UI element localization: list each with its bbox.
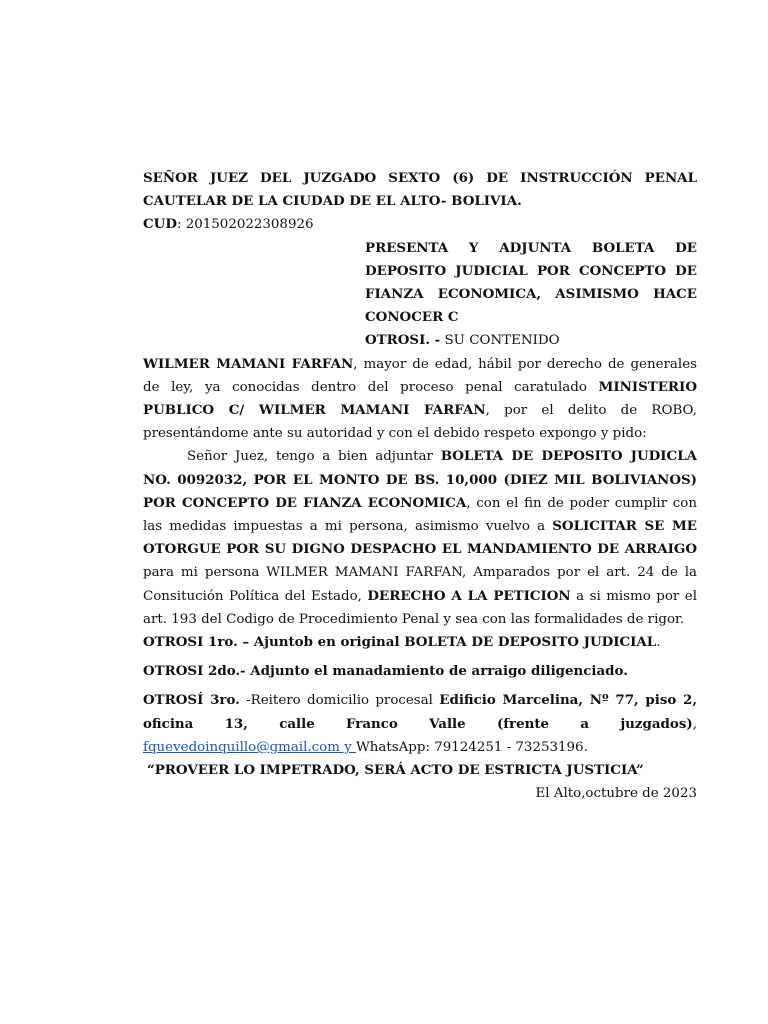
cud-label: CUD xyxy=(143,216,177,233)
case-title: MINISTERIO PUBLICO C/ WILMER MAMANI FARFAN xyxy=(143,378,697,419)
summary-block xyxy=(365,237,697,353)
petitioner-name: WILMER MAMANI FARFAN xyxy=(143,355,354,372)
document-content xyxy=(143,167,697,805)
body-text-2: , con el fin de poder cumplir con las medidas impuestas a mi persona, asimismo vuelvo a xyxy=(143,495,697,535)
otrosi-3-label: OTROSÍ 3ro. xyxy=(143,692,240,709)
cud-value: : 201502022308926 xyxy=(176,217,314,233)
summary-line-2: DEPOSITO JUDICIAL POR CONCEPTO DE xyxy=(365,262,697,279)
email-link[interactable]: fquevedoinquillo@gmail.com y xyxy=(143,739,357,755)
intro-text-2: , por el delito de ROBO, presentándome ante su autoridad y con el debido respeto expongo y pido: xyxy=(143,403,697,442)
otrosi-3-comma: , xyxy=(692,716,697,732)
date-line: El Alto,octubre de 2023 xyxy=(535,786,697,802)
otrosi-1 xyxy=(143,631,697,654)
closing-statement: “PROVEER LO IMPETRADO, SERÁ ACTO DE ESTRICTA JUSTICIA” xyxy=(147,762,644,779)
body-text-3: para mi persona WILMER MAMANI FARFAN, Amparados por el art. 24 de la Consitución Política del Estado, xyxy=(143,565,697,604)
body-bold-2: SOLICITAR SE ME OTORGUE POR SU DIGNO DESPACHO EL MANDAMIENTO DE ARRAIGO xyxy=(143,518,697,558)
summary-otrosi-label: OTROSI. - xyxy=(365,332,441,349)
otrosi-3-address: Edificio Marcelina, Nº 77, piso 2, oficina 13, calle Franco Valle (frente a juzgados) xyxy=(143,692,698,732)
heading-line-1: SEÑOR JUEZ DEL JUZGADO SEXTO (6) DE INSTRUCCIÓN PENAL xyxy=(143,170,697,186)
body-bold-1: BOLETA DE DEPOSITO JUDICLA NO. 0092032, POR EL MONTO DE BS. 10,000 (DIEZ MIL BOLIVIANOS) POR CONCEPTO DE FIANZA ECONOMICA xyxy=(143,448,698,511)
summary-otrosi xyxy=(365,329,697,352)
intro-text-1: , mayor de edad, hábil por derecho de generales de ley, ya conocidas dentro del proceso penal caratulado xyxy=(143,356,697,395)
otrosi-2: OTROSI 2do.- Adjunto el manadamiento de arraigo diligenciado. xyxy=(143,663,628,680)
intro-paragraph xyxy=(143,353,697,446)
summary-line-1: PRESENTA Y ADJUNTA BOLETA DE xyxy=(365,239,697,256)
cud-line xyxy=(143,213,697,236)
otrosi-1-text: OTROSI 1ro. – Ajuntob en original BOLETA DE DEPOSITO JUDICIAL xyxy=(143,634,657,651)
otrosi-3-text: -Reitero domicilio procesal xyxy=(239,693,440,709)
summary-line-3: FIANZA ECONOMICA, ASIMISMO HACE xyxy=(365,286,697,303)
summary-otrosi-text: SU CONTENIDO xyxy=(440,333,560,349)
heading-line-2: CAUTELAR DE LA CIUDAD DE EL ALTO- BOLIVIA. xyxy=(143,193,522,210)
whatsapp-text: WhatsApp: 79124251 - 73253196. xyxy=(356,739,588,755)
otrosi-3 xyxy=(143,689,697,759)
body-paragraph xyxy=(143,445,697,631)
summary-line-4: CONOCER C xyxy=(365,309,459,326)
otrosi-1-end: . xyxy=(656,635,661,651)
body-bold-3: DERECHO A LA PETICION xyxy=(367,587,571,604)
body-text-1: Señor Juez, tengo a bien adjuntar xyxy=(187,449,441,465)
body-text-4: a si mismo por el art. 193 del Codigo de Procedimiento Penal y sea con las formalidades de rigor. xyxy=(143,588,697,627)
